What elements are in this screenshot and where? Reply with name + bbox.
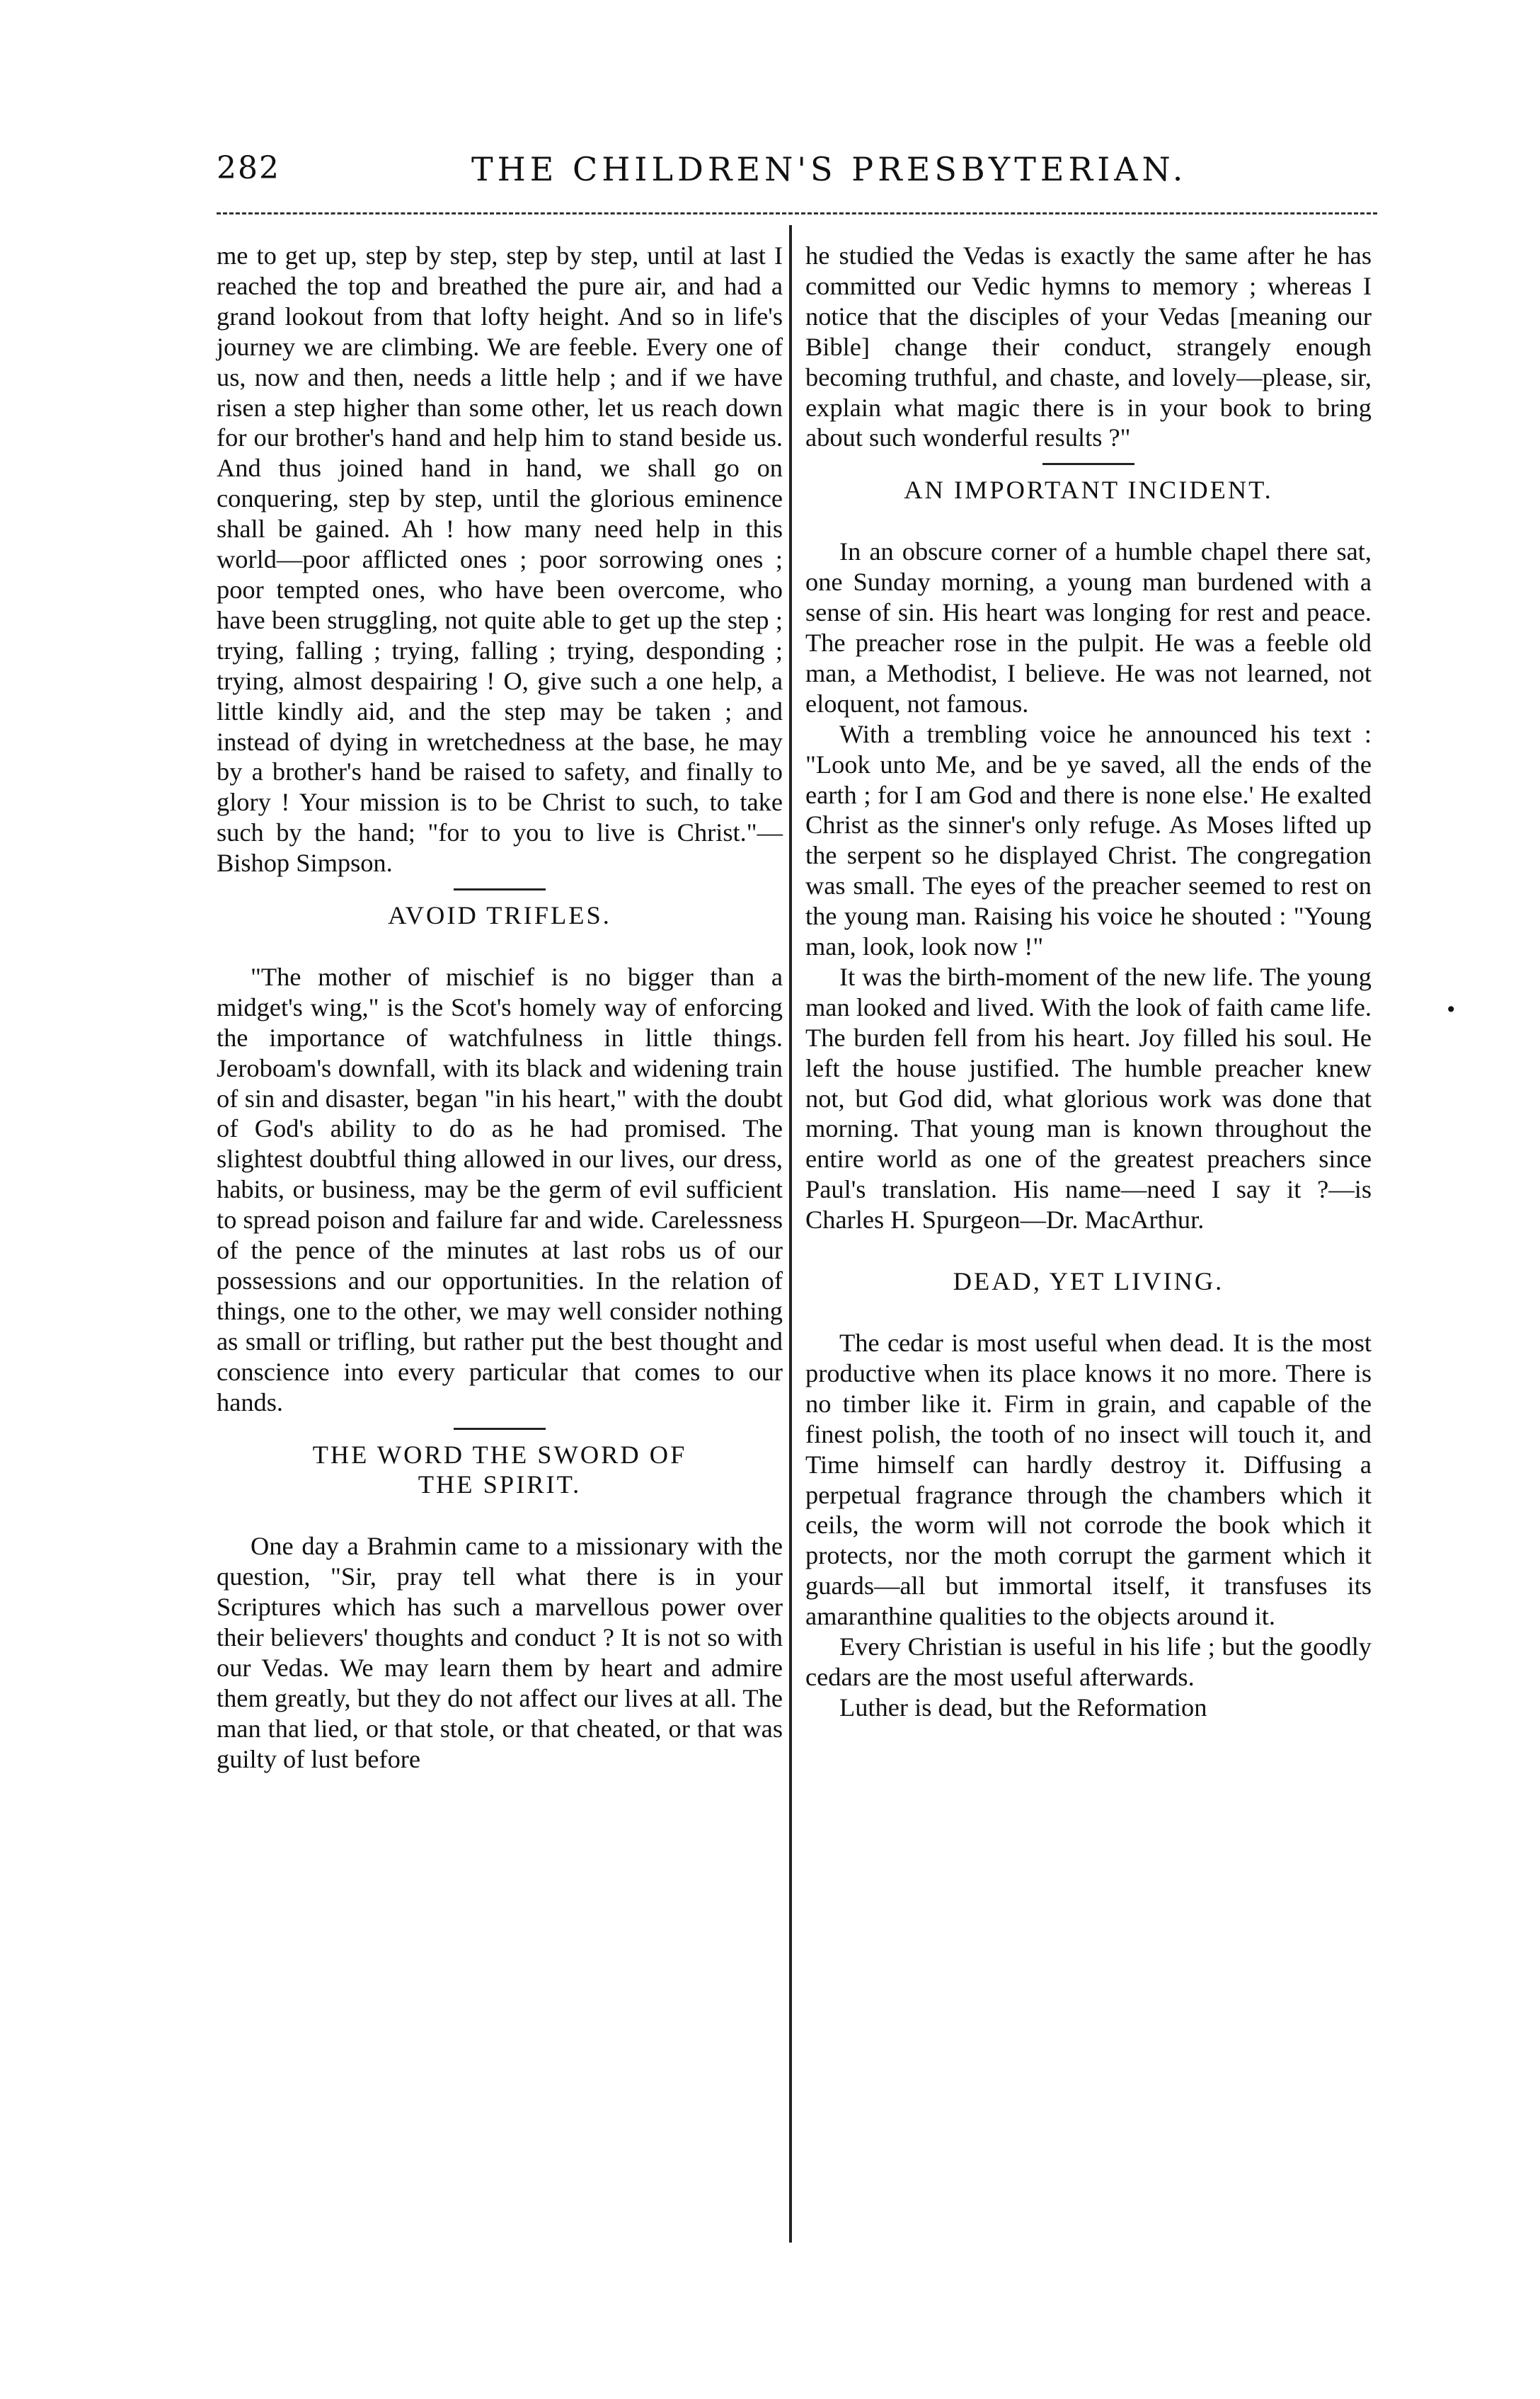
- incident-paragraph-1: In an obscure corner of a humble chapel there sat, one Sunday morning, a young man burdened with a sense of sin. His heart was longing for rest and peace. The preacher rose in the pulpit. He was a feeble old man, a Methodist, I believe. He was not learned, not eloquent, not famous.: [805, 537, 1372, 718]
- spacer: [805, 1235, 1372, 1266]
- section-separator: [454, 888, 546, 891]
- word-sword-paragraph: One day a Brahmin came to a missionary with the question, "Sir, pray tell what there is in your Scriptures which has such a marvellous power over their believers' thoughts and conduct ? It is not so with our Vedas. We may learn them by heart and admire them greatly, but they do not affect our lives at all. The man that lied, or that stole, or that cheated, or that was guilty of lust before: [217, 1532, 783, 1773]
- left-column: [217, 241, 783, 1775]
- spacer: [805, 505, 1372, 537]
- header-rule: [217, 212, 1377, 214]
- page-number: 282: [217, 150, 280, 186]
- heading-word-sword-line-2: THE SPIRIT.: [418, 1470, 582, 1499]
- margin-mark: •: [1445, 998, 1457, 1021]
- heading-important-incident: AN IMPORTANT INCIDENT.: [904, 476, 1273, 505]
- dead-yet-living-paragraph-1: The cedar is most useful when dead. It is the most productive when its place knows it no more. There is no timber like it. Firm in grain, and capable of the finest polish, the tooth of no insect will touch it, and Time himself can hardly destroy it. Diffusing a perpetual fragrance through the chambers which it ceils, the worm will not corrode the book which it protects, nor the moth corrupt the garment which it guards—all but immortal itself, it transfuses its amaranthine qualities to the objects around it.: [805, 1329, 1372, 1631]
- running-head-title: THE CHILDREN'S PRESBYTERIAN.: [471, 150, 1188, 188]
- section-separator: [454, 1428, 546, 1430]
- spacer: [217, 931, 783, 962]
- section-separator: [1042, 463, 1134, 465]
- dead-yet-living-paragraph-2: Every Christian is useful in his life ; but the goodly cedars are the most useful afterwards.: [805, 1632, 1372, 1691]
- spacer: [805, 1297, 1372, 1328]
- heading-word-sword-line-1: THE WORD THE SWORD OF: [312, 1440, 687, 1469]
- heading-dead-yet-living: DEAD, YET LIVING.: [953, 1267, 1224, 1296]
- page-header: [217, 150, 1377, 214]
- incident-paragraph-3: It was the birth-moment of the new life. The young man looked and lived. With the look of faith came life. The burden fell from his heart. Joy filled his soul. He left the house justified. The humble preacher knew not, but God did, what glorious work was done that morning. That young man is known throughout the entire world as one of the greatest preachers since Paul's translation. His name—need I say it ?—is Charles H. Spurgeon—Dr. MacArthur.: [805, 962, 1372, 1235]
- avoid-trifles-paragraph: "The mother of mischief is no bigger than a midget's wing," is the Scot's homely way of enforcing the importance of watchfulness in little things. Jeroboam's downfall, with its black and widening train of sin and disaster, began "in his heart," with the doubt of God's ability to do as he had promised. The slightest doubtful thing allowed in our lives, our dress, habits, or business, may be the germ of evil sufficient to spread poison and failure far and wide. Carelessness of the pence of the minutes at last robs us of our possessions and our opportunities. In the relation of things, one to the other, we may well consider nothing as small or trifling, but rather put the best thought and conscience into every particular that comes to our hands.: [217, 962, 783, 1416]
- dead-yet-living-paragraph-3: Luther is dead, but the Reformation: [839, 1693, 1207, 1722]
- column-divider: [789, 225, 792, 2243]
- heading-avoid-trifles: AVOID TRIFLES.: [388, 901, 611, 930]
- word-sword-continued-paragraph: he studied the Vedas is exactly the same after he has committed our Vedic hymns to memory ; whereas I notice that the disciples of your Vedas [meaning our Bible] change their conduct, strangely enough becoming truthful, and chaste, and lovely—please, sir, explain what magic there is in your book to bring about such wonderful results ?": [805, 241, 1372, 452]
- spacer: [217, 1500, 783, 1531]
- right-column: [805, 241, 1372, 1723]
- incident-paragraph-2: With a trembling voice he announced his text : "Look unto Me, and be ye saved, all the ends of the earth ; for I am God and there is none else.' He exalted Christ as the sinner's only refuge. As Moses lifted up the serpent so he displayed Christ. The congregation was small. The eyes of the preacher seemed to rest on the young man. Raising his voice he shouted : "Young man, look, look now !": [805, 719, 1372, 961]
- intro-paragraph: me to get up, step by step, step by step, until at last I reached the top and breathed the pure air, and had a grand lookout from that lofty height. And so in life's journey we are climbing. We are feeble. Every one of us, now and then, needs a little help ; and if we have risen a step higher than some other, let us reach down for our brother's hand and help him to stand beside us. And thus joined hand in hand, we shall go on conquering, step by step, until the glorious eminence shall be gained. Ah ! how many need help in this world—poor afflicted ones ; poor sorrowing ones ; poor tempted ones, who have been overcome, who have been struggling, not quite able to get up the step ; trying, falling ; trying, falling ; trying, desponding ; trying, almost despairing ! O, give such a one help, a little kindly aid, and the step may be taken ; and instead of dying in wretchedness at the base, he may by a brother's hand be raised to safety, and finally to glory ! Your mission is to be Christ to such, to take such by the hand; "for to you to live is Christ."—Bishop Simpson.: [217, 241, 783, 878]
